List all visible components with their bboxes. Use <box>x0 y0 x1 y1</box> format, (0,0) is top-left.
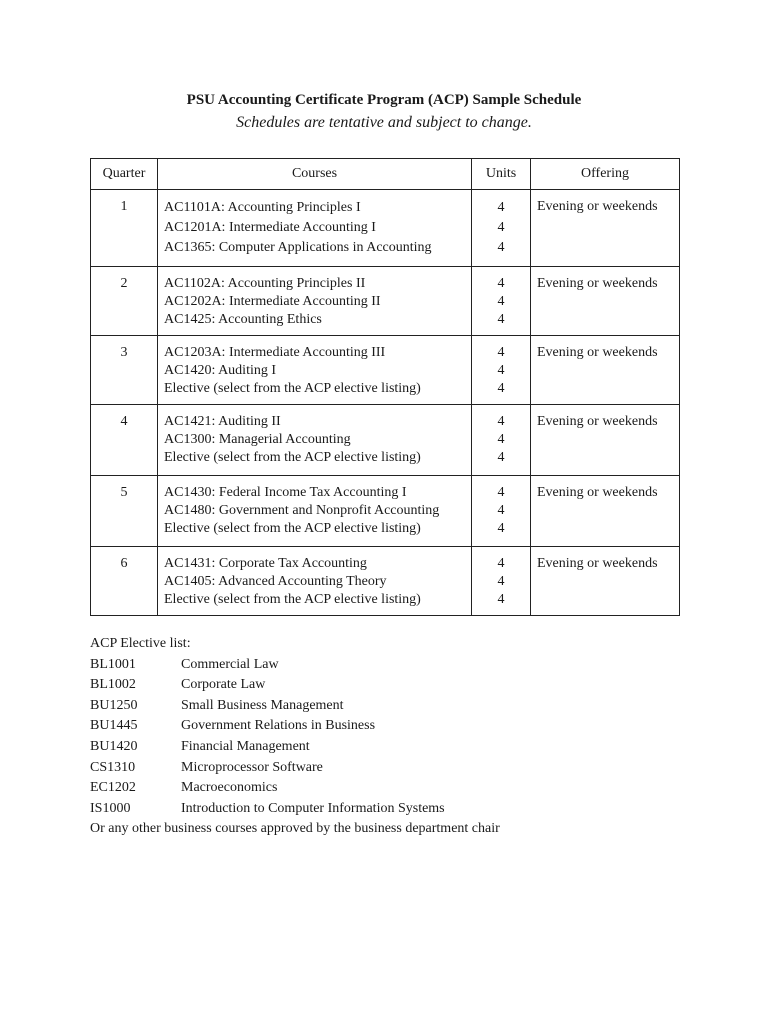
units-cell <box>472 267 531 336</box>
courses-cell <box>158 267 472 336</box>
unit-value: 4 <box>497 574 505 589</box>
unit-value: 4 <box>497 485 505 500</box>
table-row <box>91 476 680 547</box>
course-line: AC1405: Advanced Accounting Theory <box>164 574 387 589</box>
courses-cell <box>158 405 472 476</box>
schedule-table <box>90 158 680 616</box>
quarter-cell: 5 <box>91 476 158 547</box>
header-quarter: Quarter <box>91 159 158 190</box>
course-line: AC1203A: Intermediate Accounting III <box>164 345 386 360</box>
elective-list-heading: ACP Elective list: <box>90 636 191 651</box>
units-cell <box>472 547 531 616</box>
offering-cell: Evening or weekends <box>531 267 680 336</box>
unit-value: 4 <box>497 220 505 235</box>
unit-value: 4 <box>497 556 505 571</box>
document-title: PSU Accounting Certificate Program (ACP) Sample Schedule <box>186 92 582 108</box>
table-row <box>91 405 680 476</box>
course-line: Elective (select from the ACP elective listing) <box>164 381 421 396</box>
elective-name: Government Relations in Business <box>181 718 376 734</box>
elective-code: BU1445 <box>90 718 138 734</box>
unit-value: 4 <box>497 276 505 291</box>
elective-code: BL1002 <box>90 677 136 693</box>
table-row <box>91 267 680 336</box>
elective-name: Financial Management <box>181 738 310 754</box>
list-item <box>90 778 710 799</box>
course-line: AC1201A: Intermediate Accounting I <box>164 220 376 235</box>
elective-code: EC1202 <box>90 780 136 796</box>
unit-value: 4 <box>497 592 505 607</box>
unit-value: 4 <box>497 345 505 360</box>
course-line: AC1365: Computer Applications in Accounting <box>164 240 432 255</box>
units-cell <box>472 476 531 547</box>
list-item <box>90 696 710 717</box>
courses-cell <box>158 547 472 616</box>
elective-name: Small Business Management <box>181 697 344 713</box>
courses-cell <box>158 336 472 405</box>
elective-list <box>90 634 710 840</box>
course-line: AC1420: Auditing I <box>164 363 277 378</box>
unit-value: 4 <box>497 294 505 309</box>
units-cell <box>472 336 531 405</box>
list-item <box>90 737 710 758</box>
table-row <box>91 190 680 267</box>
course-line: Elective (select from the ACP elective listing) <box>164 592 421 607</box>
offering-cell: Evening or weekends <box>531 547 680 616</box>
elective-code: BU1420 <box>90 738 138 754</box>
courses-cell <box>158 476 472 547</box>
quarter-cell: 3 <box>91 336 158 405</box>
unit-value: 4 <box>497 432 505 447</box>
courses-cell <box>158 190 472 267</box>
table-header-row <box>91 159 680 190</box>
offering-cell: Evening or weekends <box>531 336 680 405</box>
offering-cell: Evening or weekends <box>531 476 680 547</box>
elective-code: CS1310 <box>90 759 136 775</box>
course-line: AC1300: Managerial Accounting <box>164 432 351 447</box>
elective-name: Corporate Law <box>181 677 266 693</box>
course-line: AC1430: Federal Income Tax Accounting I <box>164 485 407 500</box>
elective-name: Introduction to Computer Information Systems <box>181 800 445 816</box>
list-item <box>90 716 710 737</box>
header-offering: Offering <box>531 159 680 190</box>
course-line: AC1202A: Intermediate Accounting II <box>164 294 381 309</box>
unit-value: 4 <box>497 312 505 327</box>
unit-value: 4 <box>497 363 505 378</box>
list-item <box>90 675 710 696</box>
quarter-cell: 2 <box>91 267 158 336</box>
elective-list-footer: Or any other business courses approved by the business department chair <box>90 821 500 837</box>
document-subtitle: Schedules are tentative and subject to change. <box>236 114 532 131</box>
course-line: Elective (select from the ACP elective listing) <box>164 521 421 536</box>
course-line: AC1101A: Accounting Principles I <box>164 200 361 215</box>
header-units: Units <box>472 159 531 190</box>
table-row <box>91 336 680 405</box>
elective-name: Commercial Law <box>181 656 279 672</box>
course-line: AC1425: Accounting Ethics <box>164 312 322 327</box>
units-cell <box>472 190 531 267</box>
course-line: AC1431: Corporate Tax Accounting <box>164 556 367 571</box>
unit-value: 4 <box>497 414 505 429</box>
list-item <box>90 799 710 820</box>
elective-code: IS1000 <box>90 800 131 816</box>
unit-value: 4 <box>497 381 505 396</box>
list-item <box>90 758 710 779</box>
elective-code: BL1001 <box>90 656 136 672</box>
unit-value: 4 <box>497 521 505 536</box>
units-cell <box>472 405 531 476</box>
quarter-cell: 1 <box>91 190 158 267</box>
list-item <box>90 655 710 676</box>
course-line: AC1102A: Accounting Principles II <box>164 276 366 291</box>
unit-value: 4 <box>497 450 505 465</box>
quarter-cell: 6 <box>91 547 158 616</box>
course-line: AC1421: Auditing II <box>164 414 281 429</box>
elective-name: Macroeconomics <box>181 780 278 796</box>
header-courses: Courses <box>158 159 472 190</box>
table-row <box>91 547 680 616</box>
unit-value: 4 <box>497 503 505 518</box>
unit-value: 4 <box>497 240 505 255</box>
elective-name: Microprocessor Software <box>181 759 323 775</box>
course-line: Elective (select from the ACP elective listing) <box>164 450 421 465</box>
quarter-cell: 4 <box>91 405 158 476</box>
course-line: AC1480: Government and Nonprofit Accounting <box>164 503 440 518</box>
offering-cell: Evening or weekends <box>531 405 680 476</box>
unit-value: 4 <box>497 200 505 215</box>
offering-cell: Evening or weekends <box>531 190 680 267</box>
elective-code: BU1250 <box>90 697 138 713</box>
